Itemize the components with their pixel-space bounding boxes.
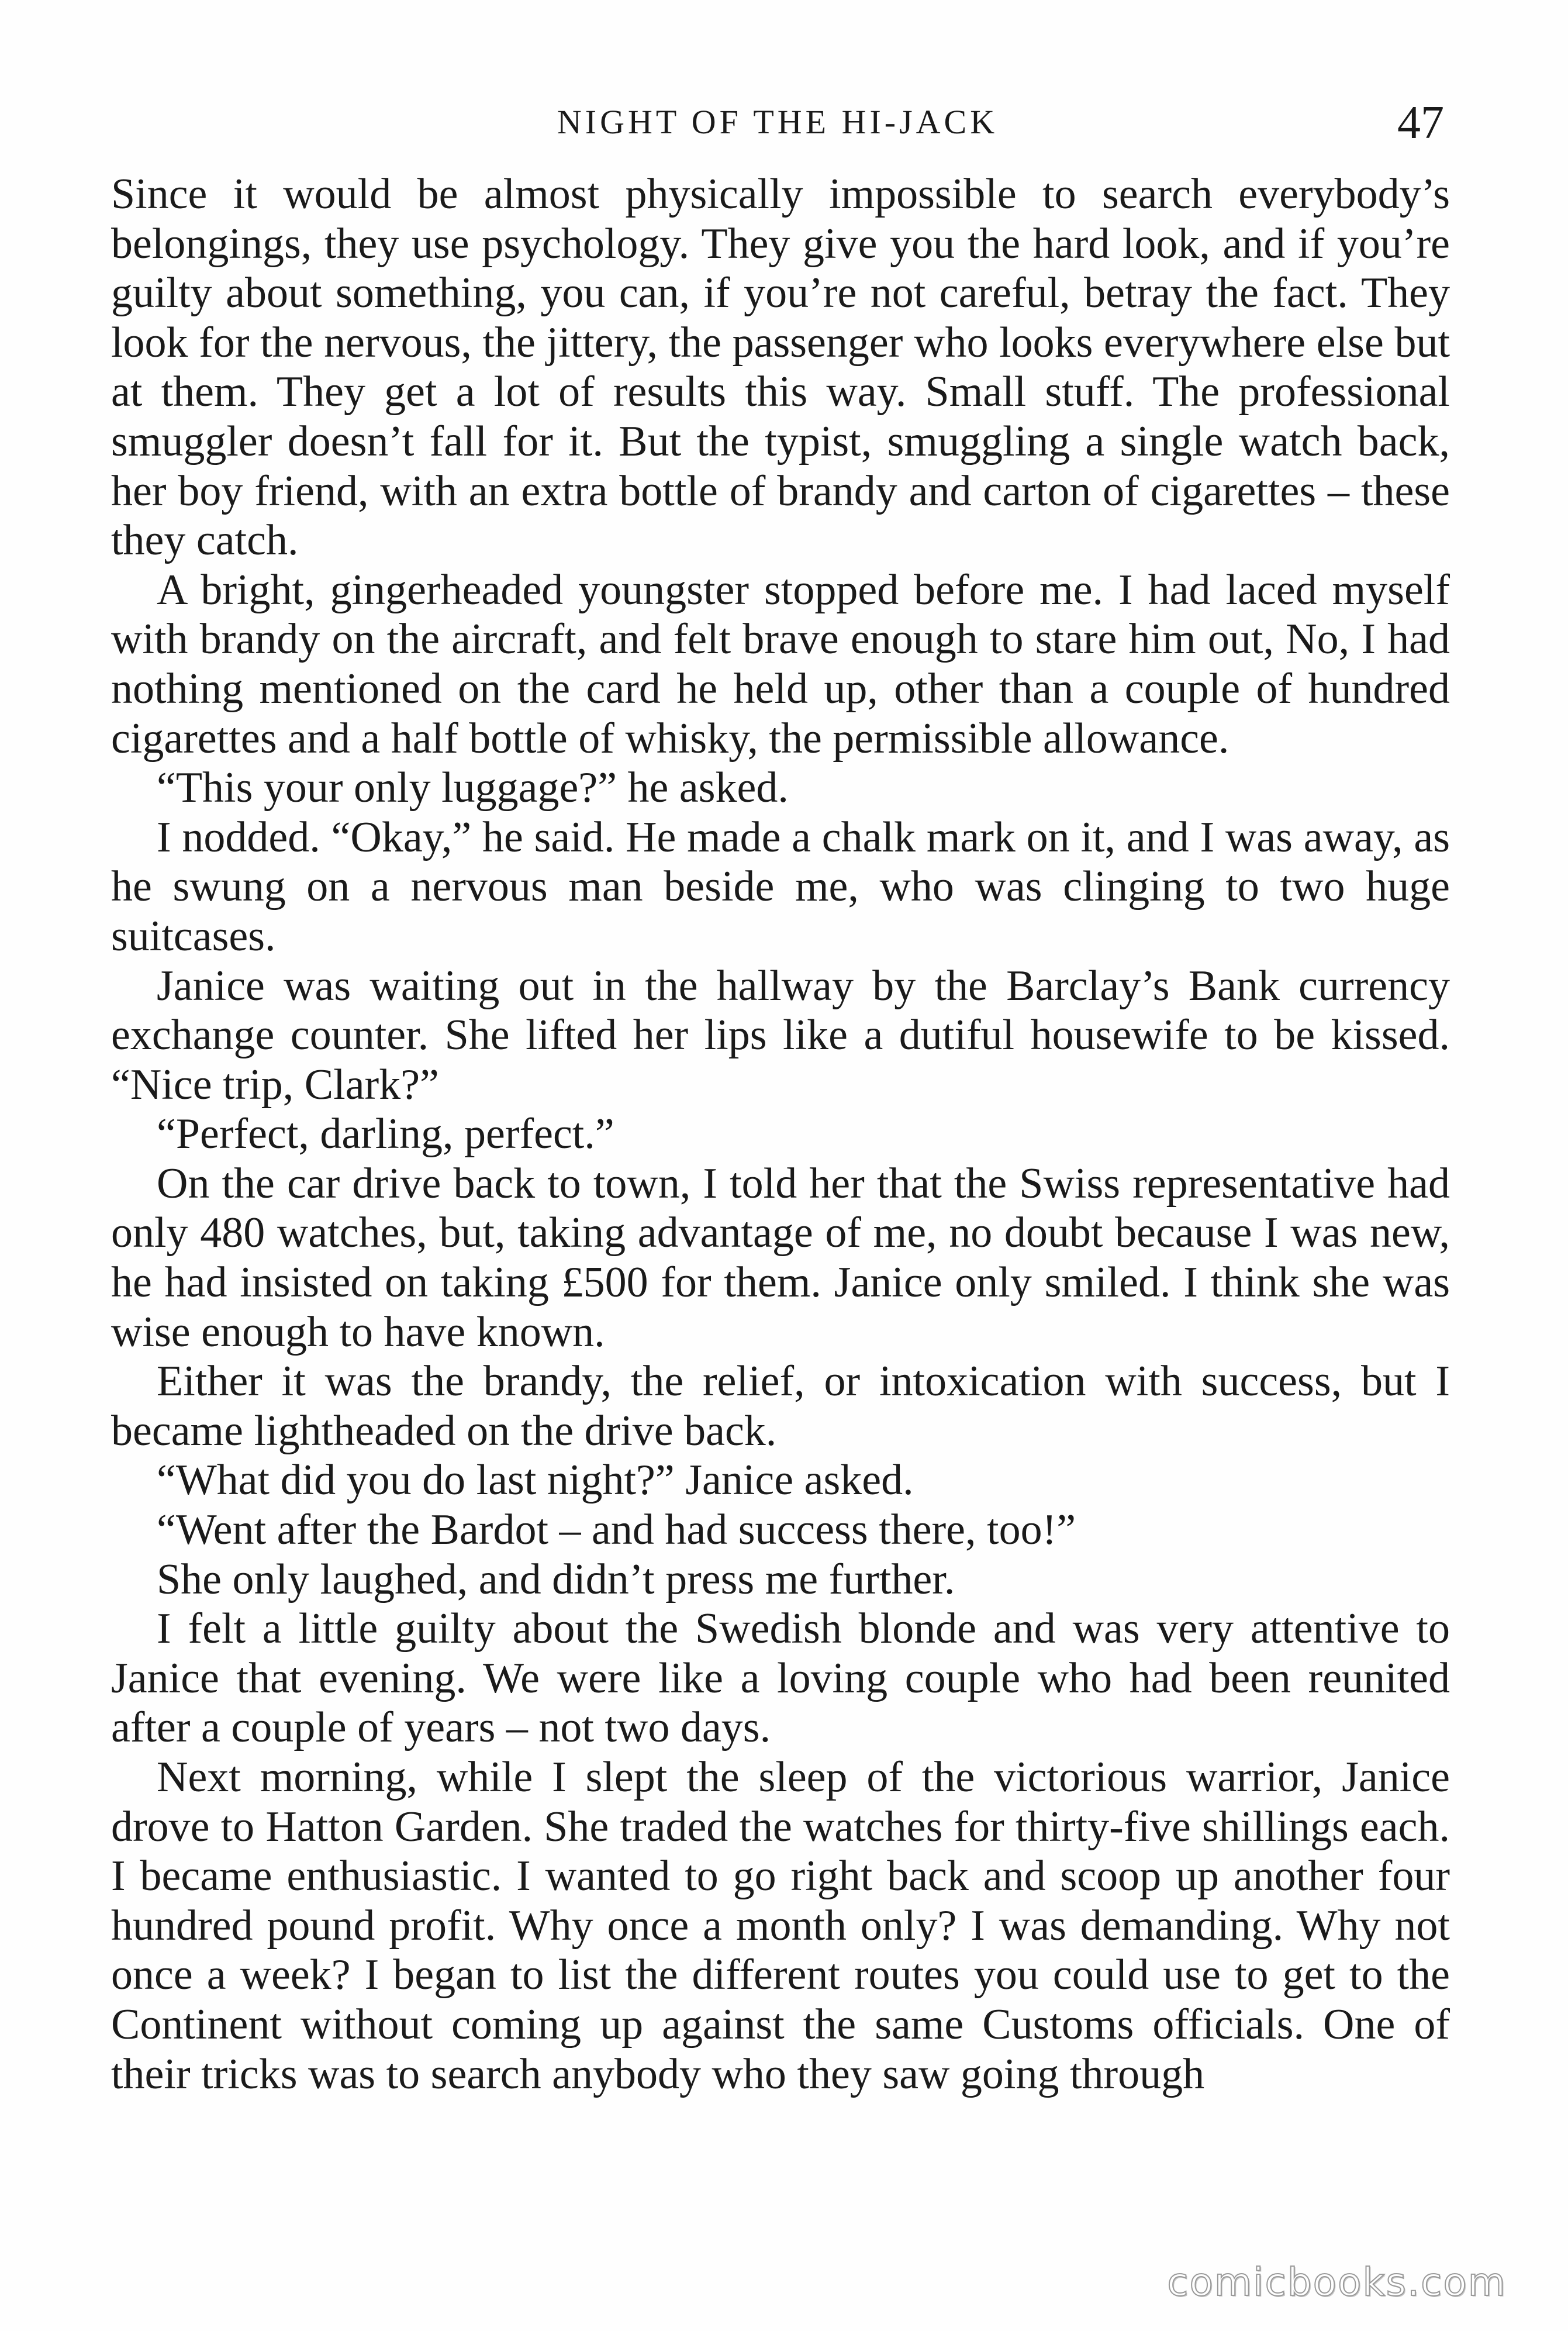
paragraph: I nodded. “Okay,” he said. He made a chalk mark on it, and I was away, as he swung on a nervous man beside me, who was clinging to two huge suitcases. bbox=[111, 813, 1450, 960]
paragraph-continued: Since it would be almost physically impossible to search everybody’s belongings, they use psychology. They give you the hard look, and if you’re guilty about something, you can, if you’re not careful, betray the fact. They look for the nervous, the jittery, the passenger who looks everywhere else but at them. They get a lot of results this way. Small stuff. The professional smuggler doesn’t fall for it. But the typist, smuggling a single watch back, her boy friend, with an extra bottle of brandy and carton of cigarettes – these they catch. bbox=[111, 170, 1450, 565]
watermark: comicbooks.com bbox=[1167, 2260, 1507, 2305]
paragraph: A bright, gingerheaded youngster stopped before me. I had laced myself with brandy on the aircraft, and felt brave enough to stare him out, No, I had nothing mentioned on the card he held up, other than a couple of hundred cigarettes and a half bottle of whisky, the permissible allowance. bbox=[111, 565, 1450, 763]
paragraph: “What did you do last night?” Janice asked. bbox=[157, 1456, 914, 1505]
paragraph: “Went after the Bardot – and had success there, too!” bbox=[157, 1506, 1076, 1554]
running-title: NIGHT OF THE HI-JACK bbox=[557, 103, 999, 141]
paragraph: “This your only luggage?” he asked. bbox=[157, 764, 789, 812]
paragraph: Next morning, while I slept the sleep of the victorious warrior, Janice drove to Hatton Garden. She traded the watches for thirty-five shillings each. I became enthusiastic. I wanted to go right back and scoop up another four hundred pound profit. Why once a month only? I was demanding. Why not once a week? I began to list the different routes you could use to get to the Continent without coming up against the same Customs officials. One of their tricks was to search anybody who they saw going through bbox=[111, 1753, 1450, 2098]
paragraph: Either it was the brandy, the relief, or intoxication with success, but I became lightheaded on the drive back. bbox=[111, 1357, 1450, 1455]
running-head bbox=[111, 96, 1444, 155]
paragraph: On the car drive back to town, I told her that the Swiss representative had only 480 watches, but, taking advantage of me, no doubt because I was new, he had insisted on taking £500 for them. Janice only smiled. I think she was wise enough to have known. bbox=[111, 1159, 1450, 1356]
paragraph: I felt a little guilty about the Swedish blonde and was very attentive to Janice that evening. We were like a loving couple who had been reunited after a couple of years – not two days. bbox=[111, 1605, 1450, 1752]
body-text bbox=[111, 170, 1450, 2099]
paragraph: “Perfect, darling, perfect.” bbox=[157, 1110, 614, 1158]
paragraph: She only laughed, and didn’t press me further. bbox=[157, 1555, 955, 1604]
paragraph: Janice was waiting out in the hallway by the Barclay’s Bank currency exchange counter. She lifted her lips like a dutiful housewife to be kissed. “Nice trip, Clark?” bbox=[111, 961, 1450, 1109]
page-number: 47 bbox=[1397, 97, 1444, 149]
